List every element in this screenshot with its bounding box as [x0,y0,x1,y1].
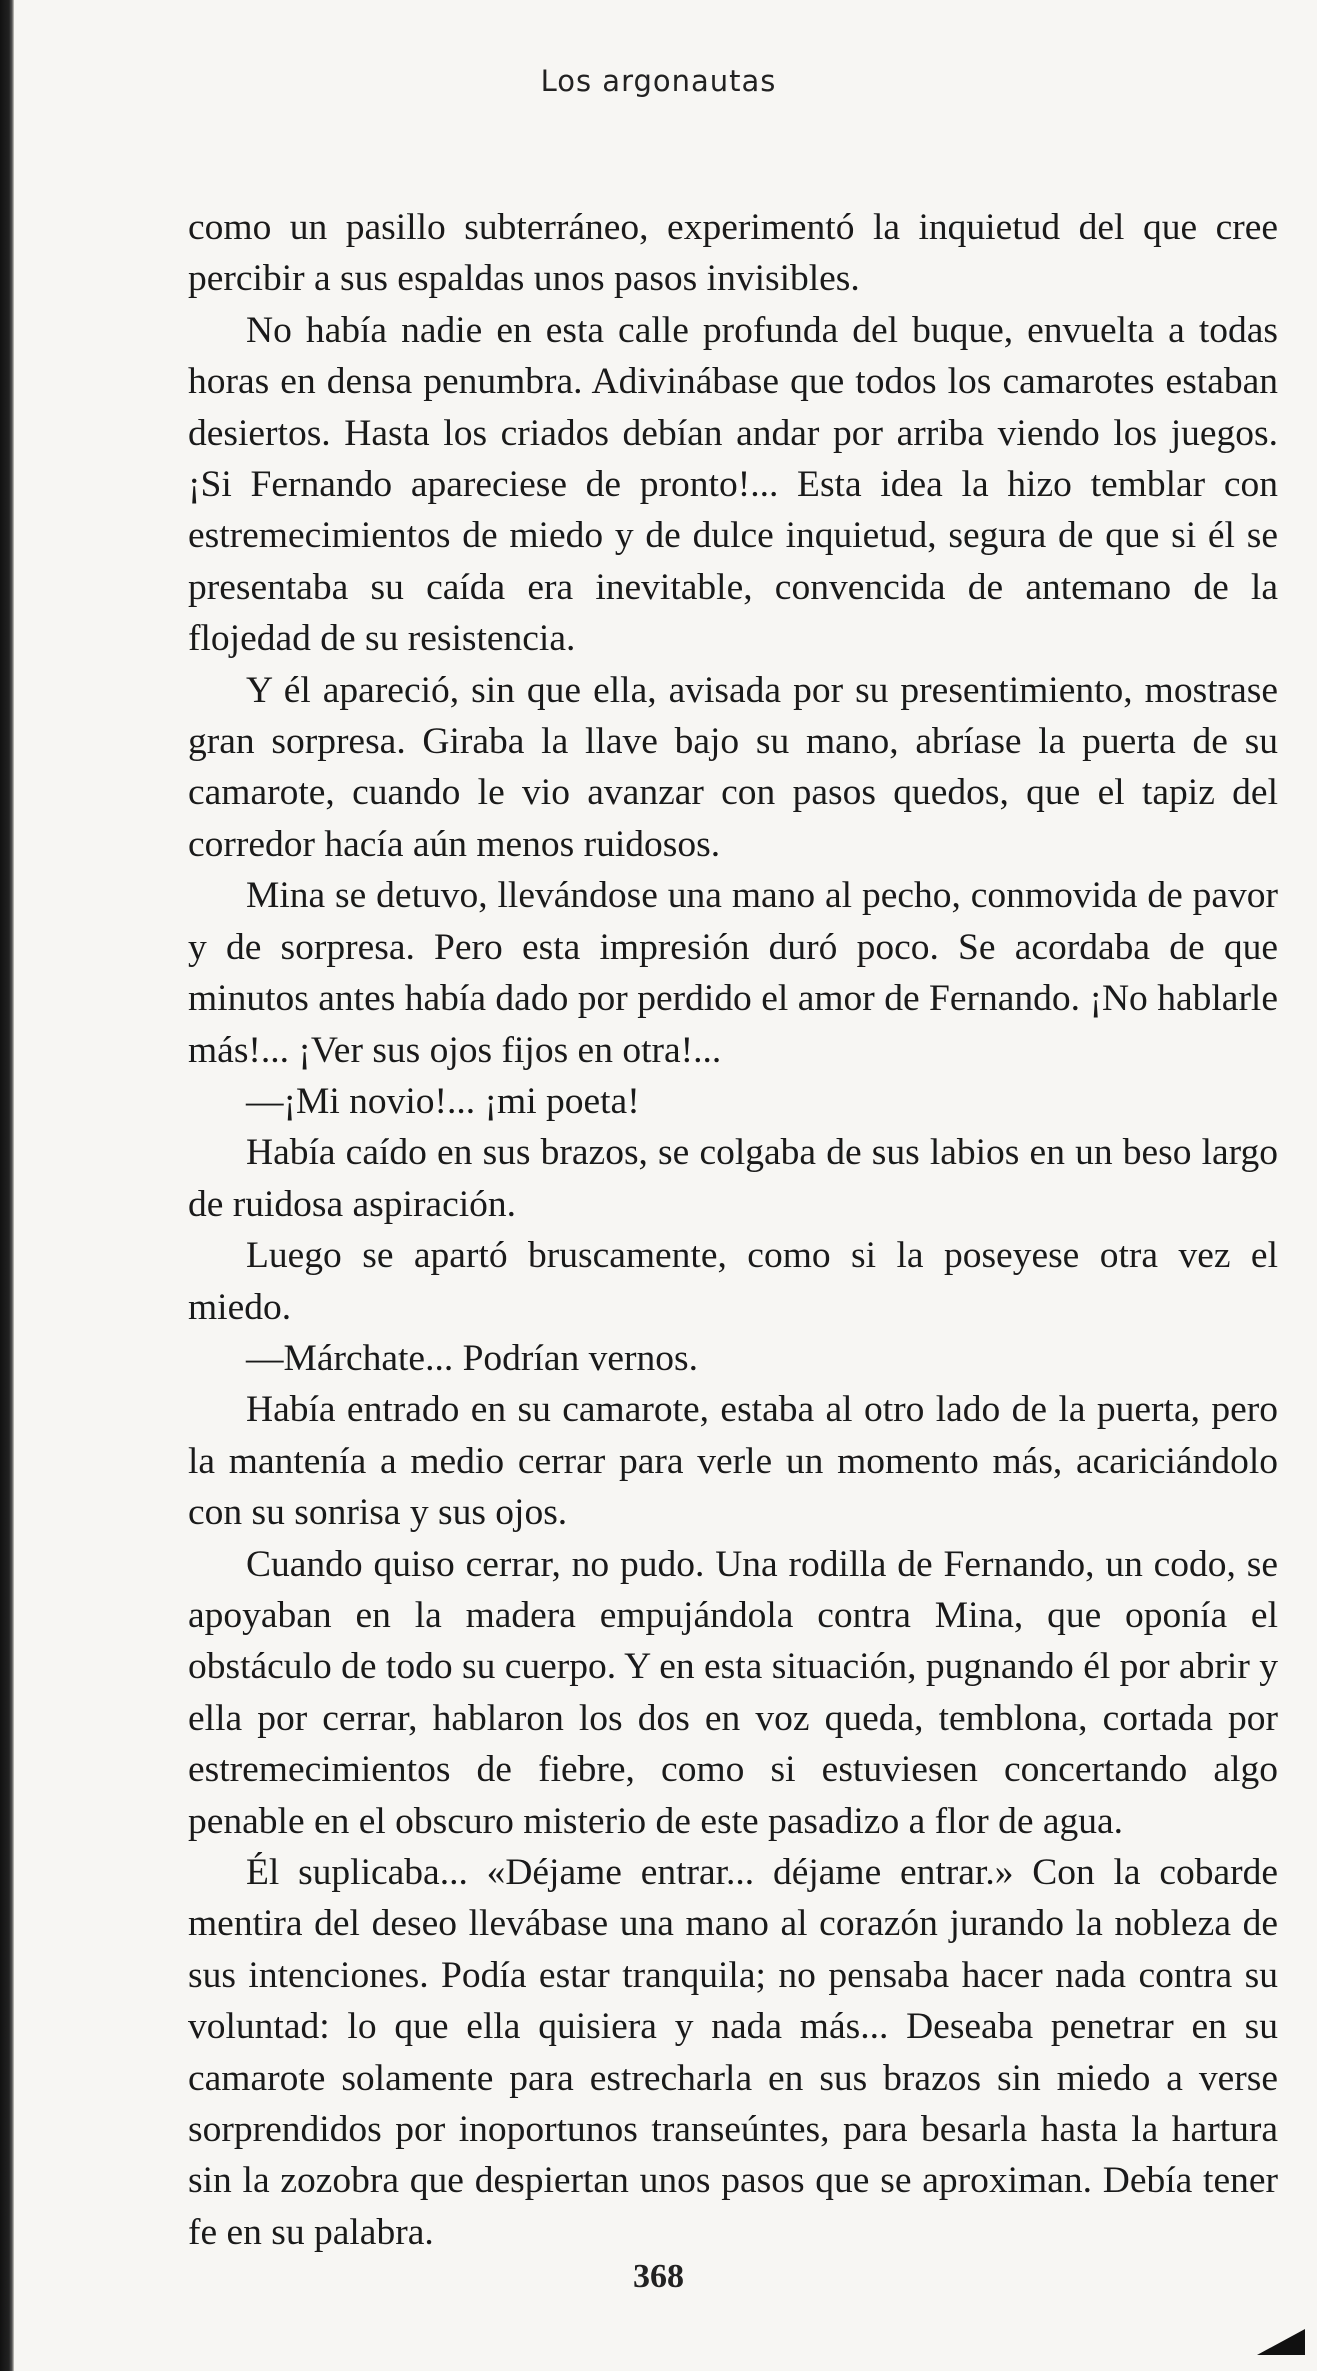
paragraph-2: No había nadie en esta calle profunda del buque, envuelta a todas horas en densa penumbra. Adivinábase que todos los camarotes estaban desiertos. Hasta los criados debían andar por arriba viendo los juegos. ¡Si Fernando apareciese de pronto!... Esta idea la hizo temblar con estremecimientos de miedo y de dulce inquietud, segura de que si él se presentaba su caída era inevitable, convencida de antemano de la flojedad de su resistencia. [188,309,1278,660]
page-corner-mark [1257,2329,1305,2355]
paragraph-10: Cuando quiso cerrar, no pudo. Una rodilla de Fernando, un codo, se apoyaban en la madera empujándola contra Mina, que oponía el obstáculo de todo su cuerpo. Y en esta situación, pugnando él por abrir y ella por cerrar, hablaron los dos en voz queda, temblona, cortada por estremecimientos de fiebre, como si estuviesen concertando algo penable en el obscuro misterio de este pasadizo a flor de agua. [188,1543,1278,1842]
paragraph-6: Había caído en sus brazos, se colgaba de sus labios en un beso largo de ruidosa aspiración. [188,1132,1278,1225]
running-title: Los argonautas [540,64,777,98]
body-text [188,202,1278,2258]
paragraph-4: Mina se detuvo, llevándose una mano al pecho, conmovida de pavor y de sorpresa. Pero esta impresión duró poco. Se acordaba de que minutos antes había dado por perdido el amor de Fernando. ¡No hablarle más!... ¡Ver sus ojos fijos en otra!... [188,875,1278,1071]
paragraph-3: Y él apareció, sin que ella, avisada por su presentimiento, mostrase gran sorpresa. Giraba la llave bajo su mano, abríase la puerta de su camarote, cuando le vio avanzar con pasos quedos, que el tapiz del corredor hacía aún menos ruidosos. [188,669,1278,865]
paragraph-1: como un pasillo subterráneo, experimentó la inquietud del que cree percibir a sus espaldas unos pasos invisibles. [188,207,1278,300]
page-number: 368 [633,2258,684,2295]
book-spine-shadow [0,0,14,2371]
paragraph-9: Había entrado en su camarote, estaba al otro lado de la puerta, pero la mantenía a medio cerrar para verle un momento más, acariciándolo con su sonrisa y sus ojos. [188,1389,1278,1534]
paragraph-5: —¡Mi novio!... ¡mi poeta! [246,1080,640,1122]
paragraph-7: Luego se apartó bruscamente, como si la poseyese otra vez el miedo. [188,1235,1278,1328]
paragraph-8: —Márchate... Podrían vernos. [246,1337,698,1379]
paragraph-11: Él suplicaba... «Déjame entrar... déjame entrar.» Con la cobarde mentira del deseo llevábase una mano al corazón jurando la nobleza de sus intenciones. Podía estar tranquila; no pensaba hacer nada contra su voluntad: lo que ella quisiera y nada más... Deseaba penetrar en su camarote solamente para estrecharla en sus brazos sin miedo a verse sorprendidos por inoportunos transeúntes, para besarla hasta la hartura sin la zozobra que despiertan unos pasos que se aproximan. Debía tener fe en su palabra. [188,1852,1278,2253]
